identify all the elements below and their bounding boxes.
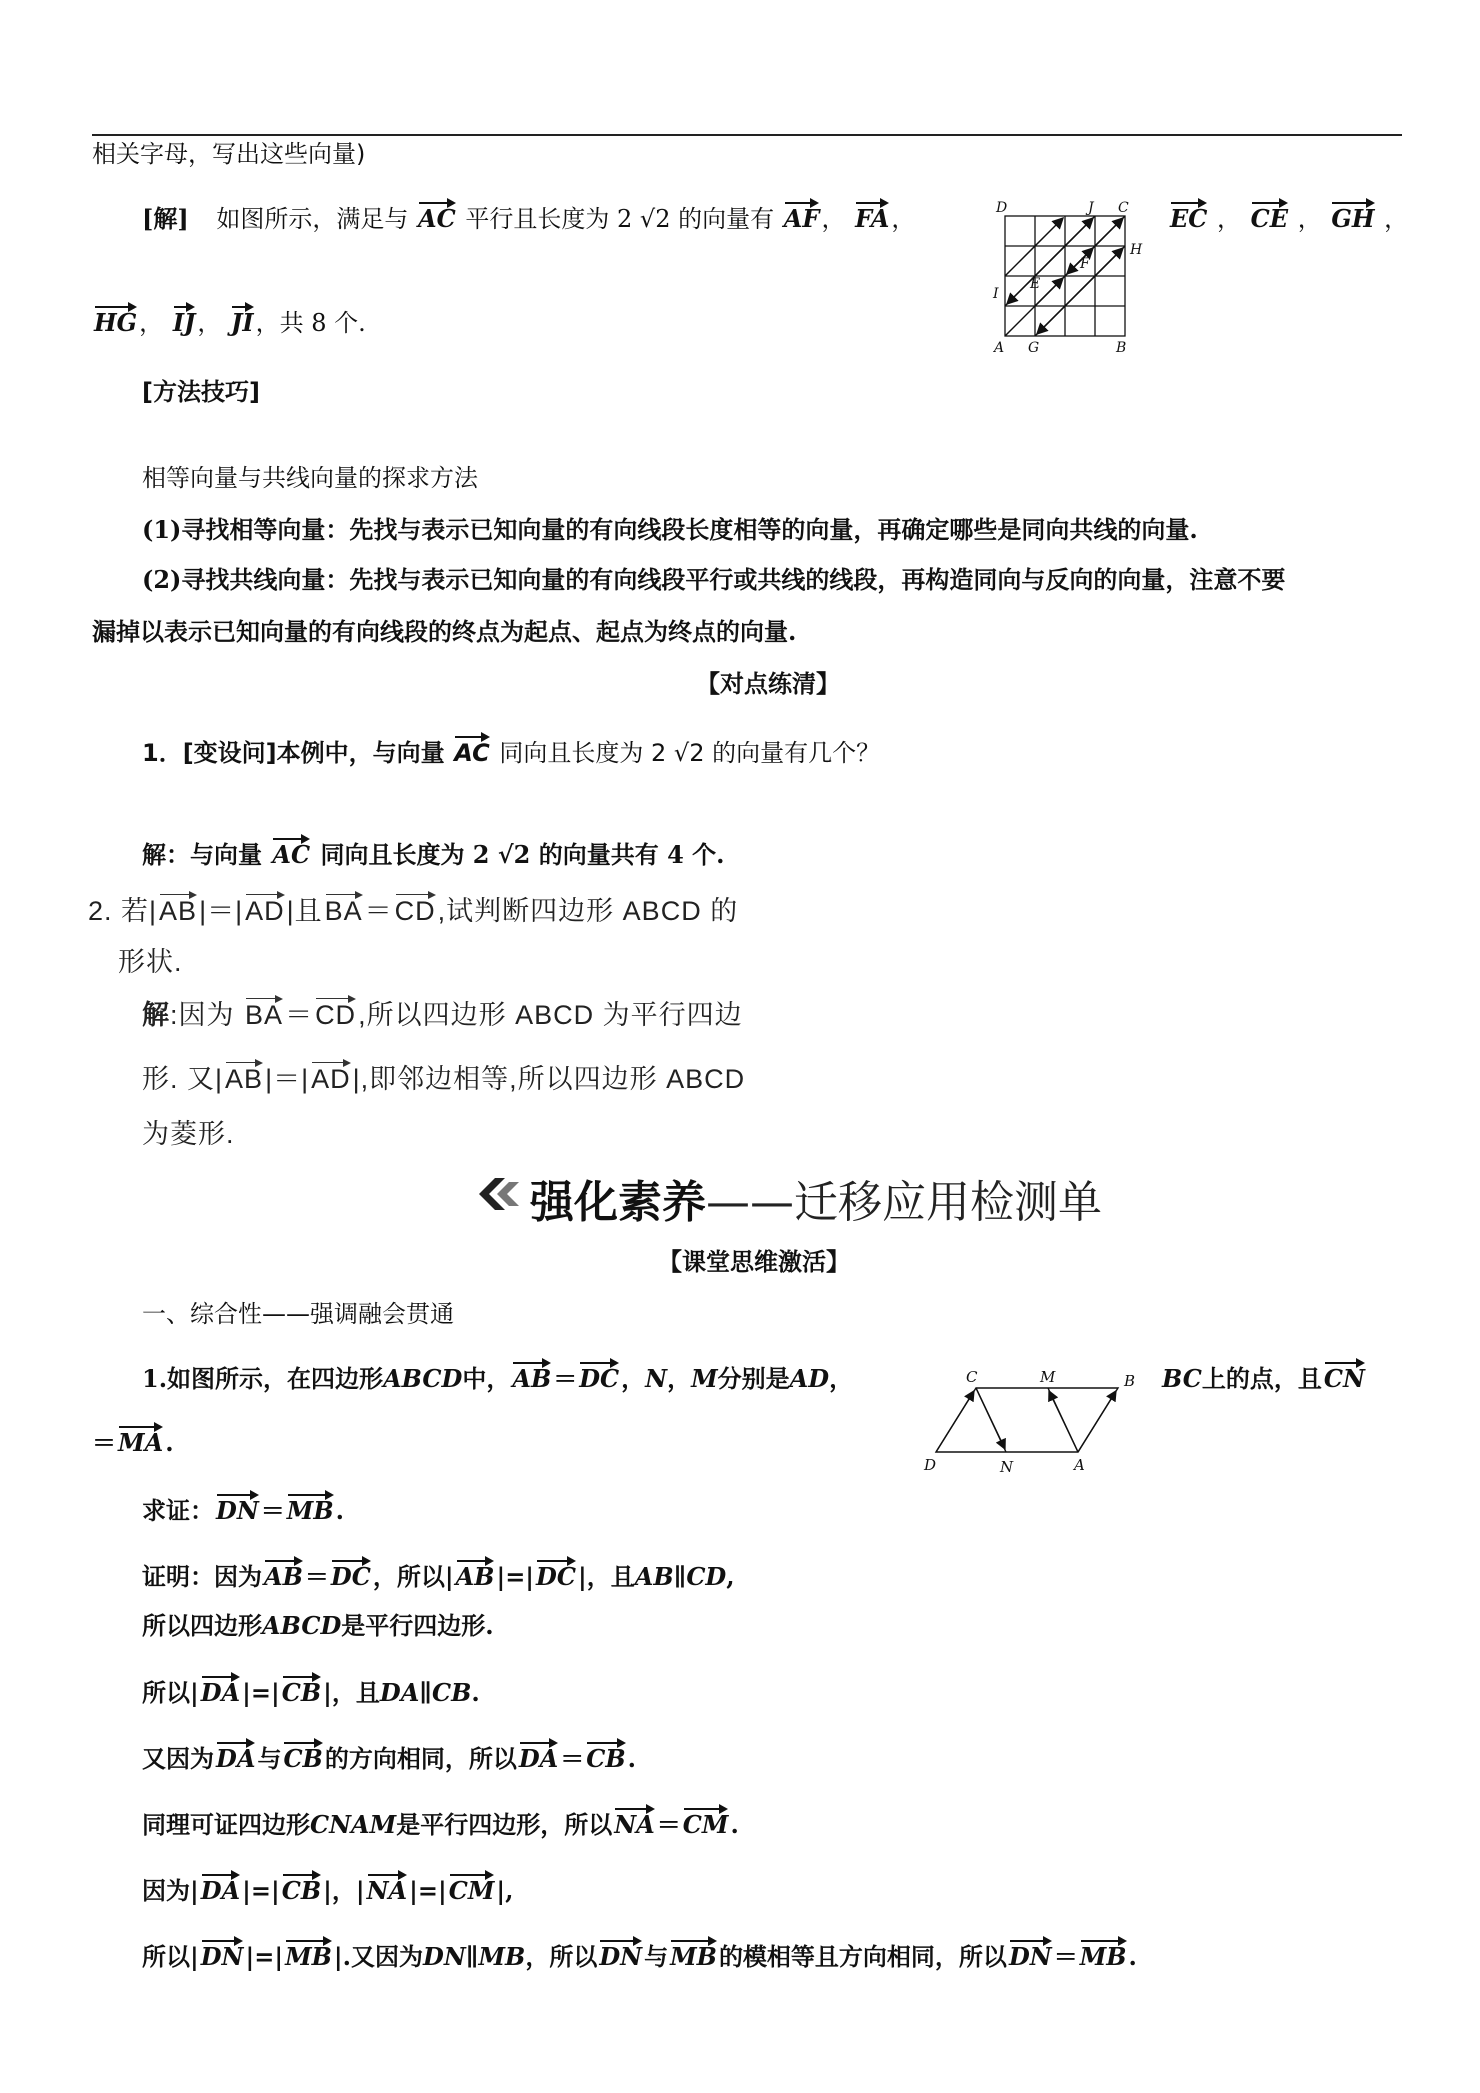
problem-line-1-right: BC上的点，且CN [1162,1360,1367,1397]
section-logo-icon [475,1176,525,1212]
label-D: D [924,1456,937,1474]
section-subheading: 【课堂思维激活】 [658,1248,850,1276]
label-J: J [1088,200,1094,216]
grid-figure [990,196,1150,356]
parallelogram-lines [936,1388,1118,1452]
label-F: F [1080,256,1090,272]
proof-line-7: 所以|DN|=|MB|.又因为DN∥MB，所以DN与MB的模相等且方向相同，所以DN＝MB. [142,1938,1137,1975]
grid-labels [992,200,1143,356]
method-tag: [方法技巧] [142,378,260,406]
solution-line-1-right: EC ， CE ， GH ， [1168,200,1408,237]
proof-line-4: 又因为DA与CB的方向相同，所以DA＝CB. [142,1740,636,1777]
label-C: C [1118,200,1129,216]
proof-line-1: 证明：因为AB＝DC，所以|AB|=|DC|，且AB∥CD, [142,1558,735,1595]
parallelogram-figure [918,1366,1148,1476]
proof-line-6: 因为|DA|=|CB|，|NA|=|CM|, [142,1872,514,1909]
label-C: C [966,1368,978,1386]
problem-line-2: ＝MA. [92,1424,174,1461]
proof-line-3: 所以|DA|=|CB|，且DA∥CB. [142,1674,480,1711]
intro-line: 相关字母，写出这些向量) [92,140,366,168]
solution-line-1: [解] 如图所示，满足与 AC 平行且长度为 2 √2 的向量有 AF， FA， [142,200,915,237]
proof-line-5: 同理可证四边形CNAM是平行四边形，所以NA＝CM. [142,1806,739,1843]
method-p2a: (2)寻找共线向量：先找与表示已知向量的有向线段平行或共线的线段，再构造同向与反向的向量，注意不要 [142,565,1286,594]
parallelogram-arrows [936,1388,1116,1452]
label-B: B [1116,340,1127,356]
method-p1: (1)寻找相等向量：先找与表示已知向量的有向线段长度相等的向量，再确定哪些是同向共线的向量. [142,515,1198,544]
practice-q2-cont: 形状. [118,947,183,977]
label-A: A [994,340,1005,356]
label-E: E [1030,276,1041,292]
label-B: B [1124,1372,1136,1390]
label-N: N [1000,1458,1014,1476]
label-D: D [996,200,1008,216]
section-part: 一、综合性——强调融会贯通 [142,1300,454,1328]
method-p2b: 漏掉以表示已知向量的有向线段的终点为起点、起点为终点的向量. [92,617,797,646]
solution-line-2: HG， IJ， JI，共 8 个. [92,304,366,341]
label-G: G [1028,340,1040,356]
problem-prove: 求证：DN＝MB. [142,1492,344,1529]
label-A: A [1074,1456,1085,1474]
practice-a1: 解：与向量 AC 同向且长度为 2 √2 的向量共有 4 个. [142,836,724,873]
method-heading: 相等向量与共线向量的探求方法 [142,464,478,492]
practice-a2-line1: 解:因为 BA＝CD,所以四边形 ABCD 为平行四边 [142,996,743,1033]
problem-line-1: 1.如图所示，在四边形ABCD中，AB＝DC，N，M分别是AD， [142,1360,853,1397]
label-H: H [1130,242,1143,258]
practice-q1: 1．[变设问]本例中，与向量 AC 同向且长度为 2 √2 的向量有几个？ [142,734,880,771]
section-title: 强化素养——迁移应用检测单 [530,1177,1102,1228]
proof-line-2: 所以四边形ABCD是平行四边形. [142,1611,494,1640]
practice-q2: 2. 若|AB|＝|AD|且BA＝CD,试判断四边形 ABCD 的 [88,892,738,929]
practice-heading: 【对点练清】 [696,670,840,698]
practice-a2-line2: 形. 又|AB|＝|AD|,即邻边相等,所以四边形 ABCD [142,1060,745,1097]
practice-a2-line3: 为菱形. [142,1119,235,1149]
label-I: I [993,286,999,302]
label-M: M [1040,1368,1056,1386]
